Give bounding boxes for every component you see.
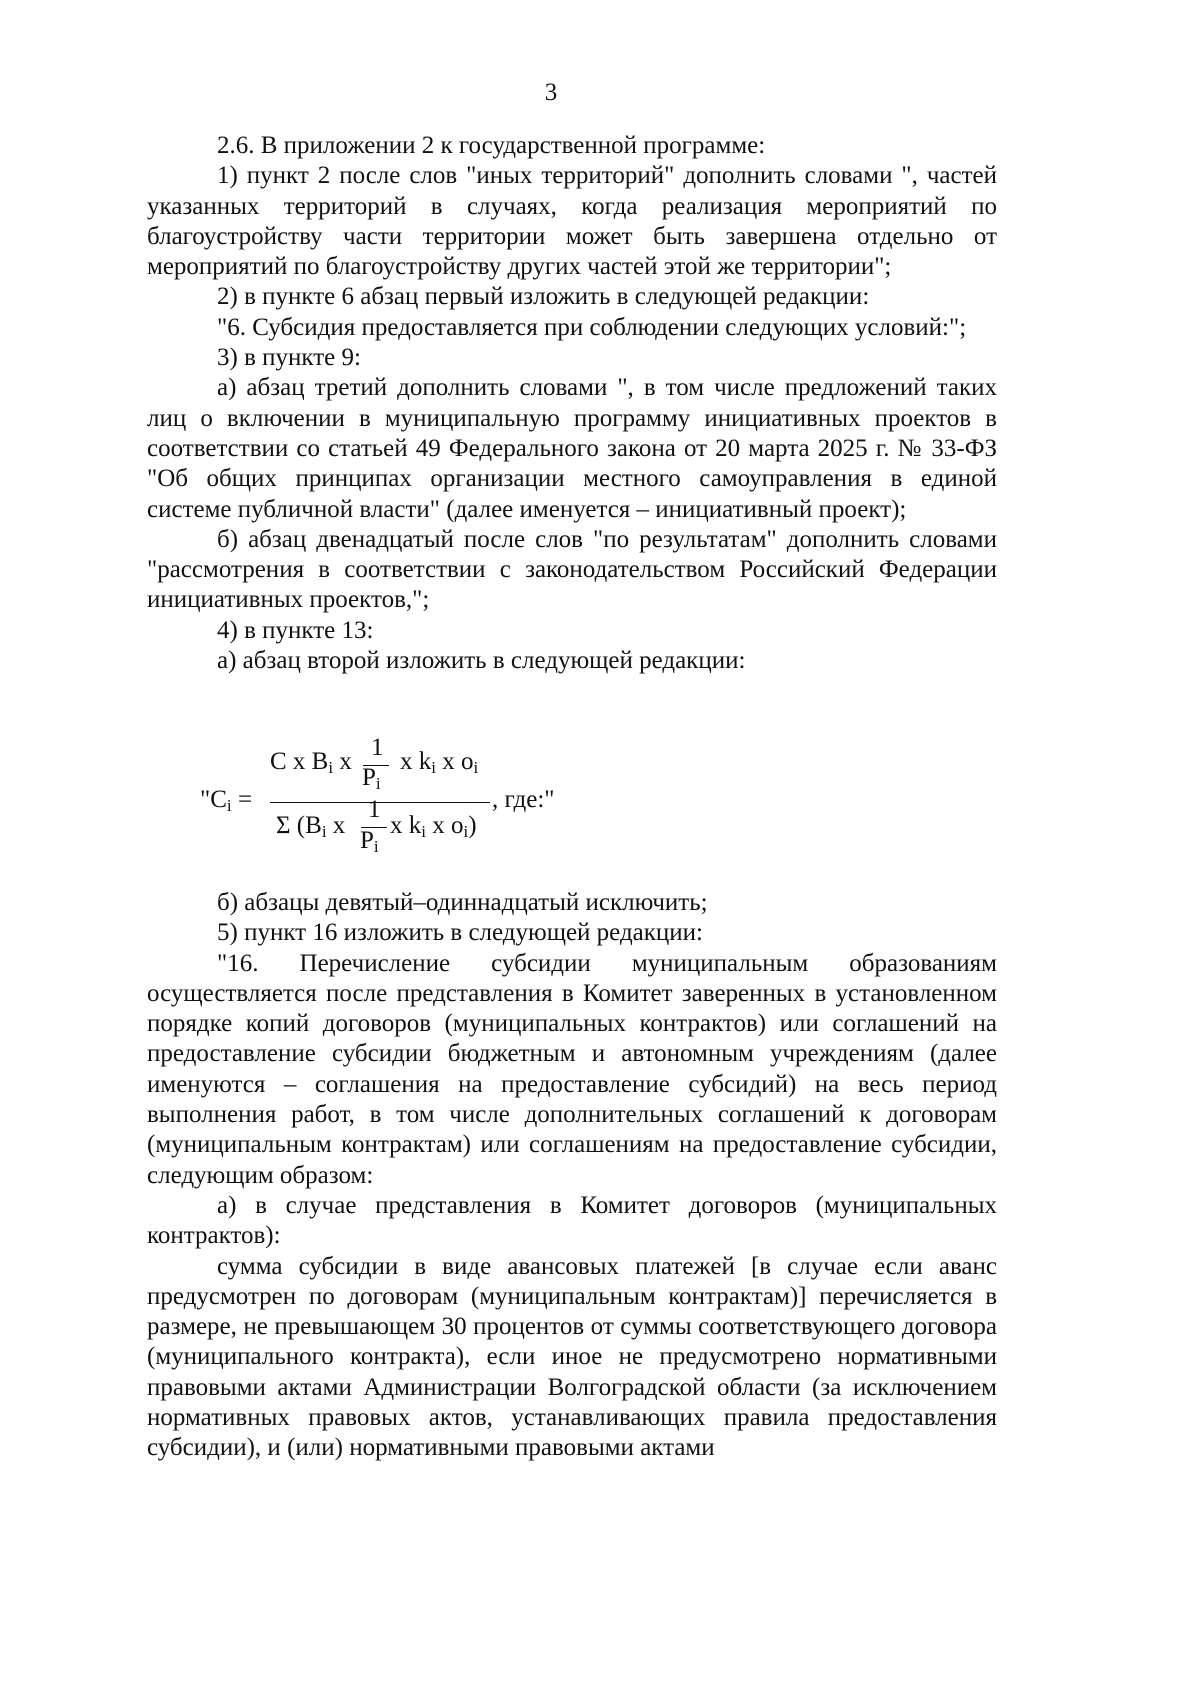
formula-frac-one-bottom: 1: [368, 796, 381, 823]
paragraph: 3) в пункте 9:: [217, 344, 361, 372]
formula-text: x o: [432, 812, 464, 839]
paragraph: сумма субсидии в виде авансовых платежей [в случае если аванс предусмотрен по договорам (муниципальным контрактам)] перечисляется в размере, не превышающем 30 процентов от суммы соответствующего договора (муниципального контракта), если иное не предусмотрено нормативными правовыми актами Администрации Волгоградской области (за исключением нормативных правовых актов, устанавливающих правила предоставления субсидии), и (или) нормативными правовыми актами: [147, 1252, 997, 1462]
text-block-top: [147, 131, 997, 676]
paragraph: а) абзац третий дополнить словами ", в том числе предложений таких лиц о включении в муниципальную программу инициативных проектов в соответствии со статьей 49 Федерального закона от 20 марта 2025 г. № 33-ФЗ "Об общих принципах организации местного самоуправления в единой системе публичной власти" (далее именуется – инициативный проект);: [147, 374, 997, 523]
paragraph: б) абзацы девятый–одиннадцатый исключить;: [217, 889, 708, 916]
paragraph: 5) пункт 16 изложить в следующей редакции:: [217, 919, 703, 947]
formula-text: ): [468, 812, 477, 839]
formula-sub: i: [373, 837, 379, 856]
formula-text: C x B: [270, 748, 329, 775]
paragraph: 2) в пункте 6 абзац первый изложить в следующей редакции:: [217, 283, 870, 311]
paragraph: а) абзац второй изложить в следующей редакции:: [217, 647, 746, 675]
formula-sub: i: [328, 758, 334, 777]
formula-sub: i: [375, 774, 381, 793]
formula-sub: i: [463, 822, 469, 841]
formula-text: x k: [390, 812, 422, 839]
formula-text: Σ (B: [276, 812, 322, 839]
formula-prefix: "C: [200, 786, 227, 813]
formula-text: x: [339, 748, 352, 775]
subsidy-formula: [200, 734, 800, 875]
formula-prefix-sub: i: [226, 796, 232, 815]
formula-frac-p-top: [362, 763, 381, 799]
formula-sub: i: [321, 822, 327, 841]
paragraph: б) абзац двенадцатый после слов "по результатам" дополнить словами "рассмотрения в соответствии с законодательством Российский Федерации инициативных проектов,";: [147, 525, 997, 614]
paragraph: "6. Субсидия предоставляется при соблюдении следующих условий:";: [217, 313, 967, 341]
formula-text: x o: [442, 748, 474, 775]
formula-sub: i: [473, 758, 479, 777]
paragraph: а) в случае представления в Комитет договоров (муниципальных контрактов):: [147, 1191, 997, 1250]
formula-denominator-a: [276, 811, 345, 847]
formula-text: P: [360, 827, 374, 854]
formula-sub: i: [421, 822, 426, 841]
formula-sub: i: [431, 758, 436, 777]
formula-denominator-b: [390, 811, 477, 847]
page-number: 3: [544, 79, 558, 106]
paragraph: "16. Перечисление субсидии муниципальным образованиям осуществляется после представления в Комитет заверенных в установленном порядке копий договоров (муниципальных контрактов) или соглашений на предоставление субсидии бюджетным и автономным учреждениям (далее именуются – соглашения на предоставление субсидий) на весь период выполнения работ, в том числе дополнительных соглашений к договорам (муниципальным контрактам) или соглашениям на предоставление субсидии, следующим образом:: [147, 949, 997, 1189]
paragraph: 1) пункт 2 после слов "иных территорий" дополнить словами ", частей указанных территорий в случаях, когда реализация мероприятий по благоустройству части территории может быть завершена отдельно от мероприятий по благоустройству других частей этой же территории";: [147, 162, 997, 281]
formula-frac-p-bottom: [360, 826, 379, 862]
formula-numerator-b: [400, 747, 478, 783]
formula-suffix: , где:": [492, 786, 555, 813]
text-block-bottom: [147, 888, 997, 1464]
formula-text: x: [332, 812, 346, 839]
formula-equals: =: [238, 786, 253, 813]
paragraph: 2.6. В приложении 2 к государственной программе:: [217, 132, 766, 159]
formula-text: P: [362, 764, 376, 791]
formula-lhs: [200, 785, 232, 821]
formula-text: x k: [400, 748, 432, 775]
paragraph: 4) в пункте 13:: [217, 616, 374, 644]
formula-numerator-a: [270, 747, 352, 783]
formula-frac-one-top: 1: [371, 734, 384, 761]
